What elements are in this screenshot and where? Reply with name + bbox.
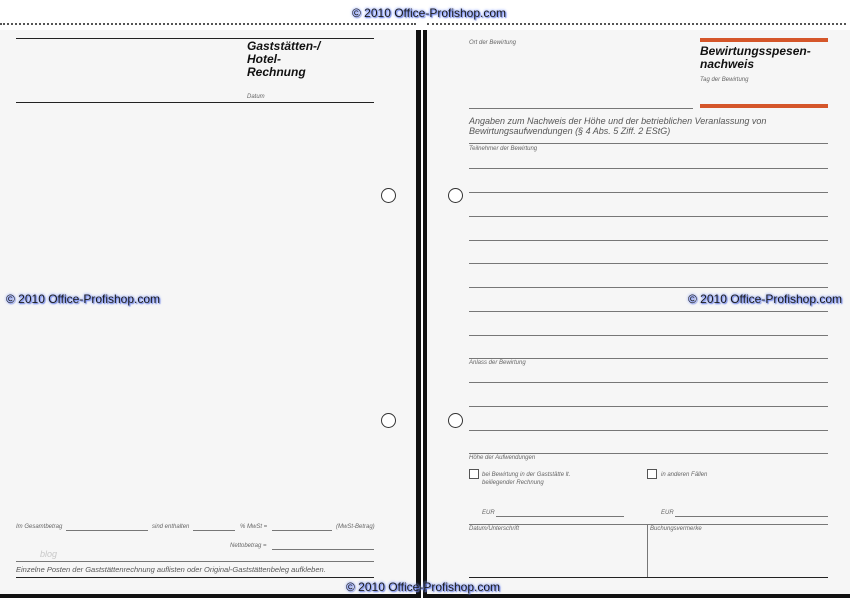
punch-hole-right-top: [448, 188, 463, 203]
mwst-betrag-label: (MwSt-Betrag): [336, 524, 375, 530]
anlass-line[interactable]: [469, 430, 828, 431]
ort-field[interactable]: [469, 108, 693, 109]
anlass-label: Anlass der Bewirtung: [469, 360, 526, 366]
hotel-invoice-sheet: [0, 30, 421, 598]
teilnehmer-line[interactable]: [469, 168, 828, 169]
signature-bottom-rule: [469, 577, 828, 578]
perforation-line-left: [0, 23, 416, 25]
left-top-rule: [16, 38, 374, 39]
title-line: Gaststätten-/: [247, 39, 321, 53]
eur-label-2: EUR: [661, 510, 674, 516]
datum-label: Datum: [247, 94, 265, 100]
hotel-invoice-title: [247, 40, 320, 79]
mwst-amount-field[interactable]: [272, 530, 332, 531]
punch-hole-left-bottom: [381, 413, 396, 428]
perforation-line-right: [427, 23, 846, 25]
mwst-percent-field[interactable]: [193, 530, 235, 531]
watermark-top: © 2010 Office-Profishop.com: [352, 6, 507, 20]
signature-divider: [647, 524, 648, 578]
enthalten-label: sind enthalten: [152, 524, 190, 530]
mwst-label: % MwSt =: [240, 524, 268, 530]
title-line: Hotel-: [247, 52, 281, 66]
faint-blog-mark: blog: [40, 549, 58, 559]
eur-field-1[interactable]: [496, 516, 624, 517]
title-line: Rechnung: [247, 65, 306, 79]
option-gaststaette-checkbox[interactable]: [469, 469, 479, 479]
punch-hole-right-bottom: [448, 413, 463, 428]
buchungsvermerke-label: Buchungsvermerke: [650, 526, 702, 532]
teilnehmer-line[interactable]: [469, 192, 828, 193]
title-line: Bewirtungsspesen-: [700, 44, 811, 58]
orange-bar-top: [700, 38, 828, 42]
datum-rule: [16, 102, 374, 103]
left-footer-rule-top: [16, 561, 374, 562]
orange-bar-bottom: [700, 104, 828, 108]
left-footer-text: Einzelne Posten der Gaststättenrechnung auflisten oder Original-Gaststättenbeleg aufkleben.: [16, 565, 326, 574]
eur-field-2[interactable]: [675, 516, 828, 517]
watermark-mid-right: © 2010 Office-Profishop.com: [688, 292, 843, 306]
netto-label: Nettobetrag =: [230, 543, 267, 549]
left-footer-rule-bottom: [16, 577, 374, 578]
netto-field[interactable]: [272, 549, 374, 550]
teilnehmer-line[interactable]: [469, 216, 828, 217]
intro-rule: [469, 143, 828, 144]
watermark-bottom: © 2010 Office-Profishop.com: [346, 580, 501, 594]
title-line: nachweis: [700, 57, 755, 71]
gesamtbetrag-label: Im Gesamtbetrag: [16, 524, 63, 530]
datum-unterschrift-label: Datum/Unterschrift: [469, 526, 520, 532]
teilnehmer-line[interactable]: [469, 287, 828, 288]
punch-hole-left-top: [381, 188, 396, 203]
gesamtbetrag-field[interactable]: [66, 530, 148, 531]
eur-label-1: EUR: [482, 510, 495, 516]
intro-text: Angaben zum Nachweis der Höhe und der betrieblichen Veranlassung von Bewirtungsaufwendungen (§ 4 Abs. 5 Ziff. 2 EStG): [469, 116, 767, 136]
anlass-line[interactable]: [469, 382, 828, 383]
teilnehmer-line[interactable]: [469, 263, 828, 264]
anlass-line[interactable]: [469, 406, 828, 407]
teilnehmer-line[interactable]: [469, 311, 828, 312]
teilnehmer-end-rule: [469, 358, 828, 359]
ort-label: Ort der Bewirtung: [469, 40, 517, 46]
expense-title: [700, 45, 811, 71]
anlass-end-rule: [469, 453, 828, 454]
option-andere-label: in anderen Fällen: [661, 472, 708, 478]
option-andere-checkbox[interactable]: [647, 469, 657, 479]
teilnehmer-label: Teilnehmer der Bewirtung: [469, 146, 538, 152]
watermark-mid-left: © 2010 Office-Profishop.com: [6, 292, 161, 306]
teilnehmer-line[interactable]: [469, 335, 828, 336]
option-gaststaette-label: bei Bewirtung in der Gaststätte lt. beiliegender Rechnung: [482, 472, 571, 486]
tag-label: Tag der Bewirtung: [700, 77, 749, 83]
hoehe-label: Höhe der Aufwendungen: [469, 455, 536, 461]
teilnehmer-line[interactable]: [469, 240, 828, 241]
signature-top-rule: [469, 524, 828, 525]
